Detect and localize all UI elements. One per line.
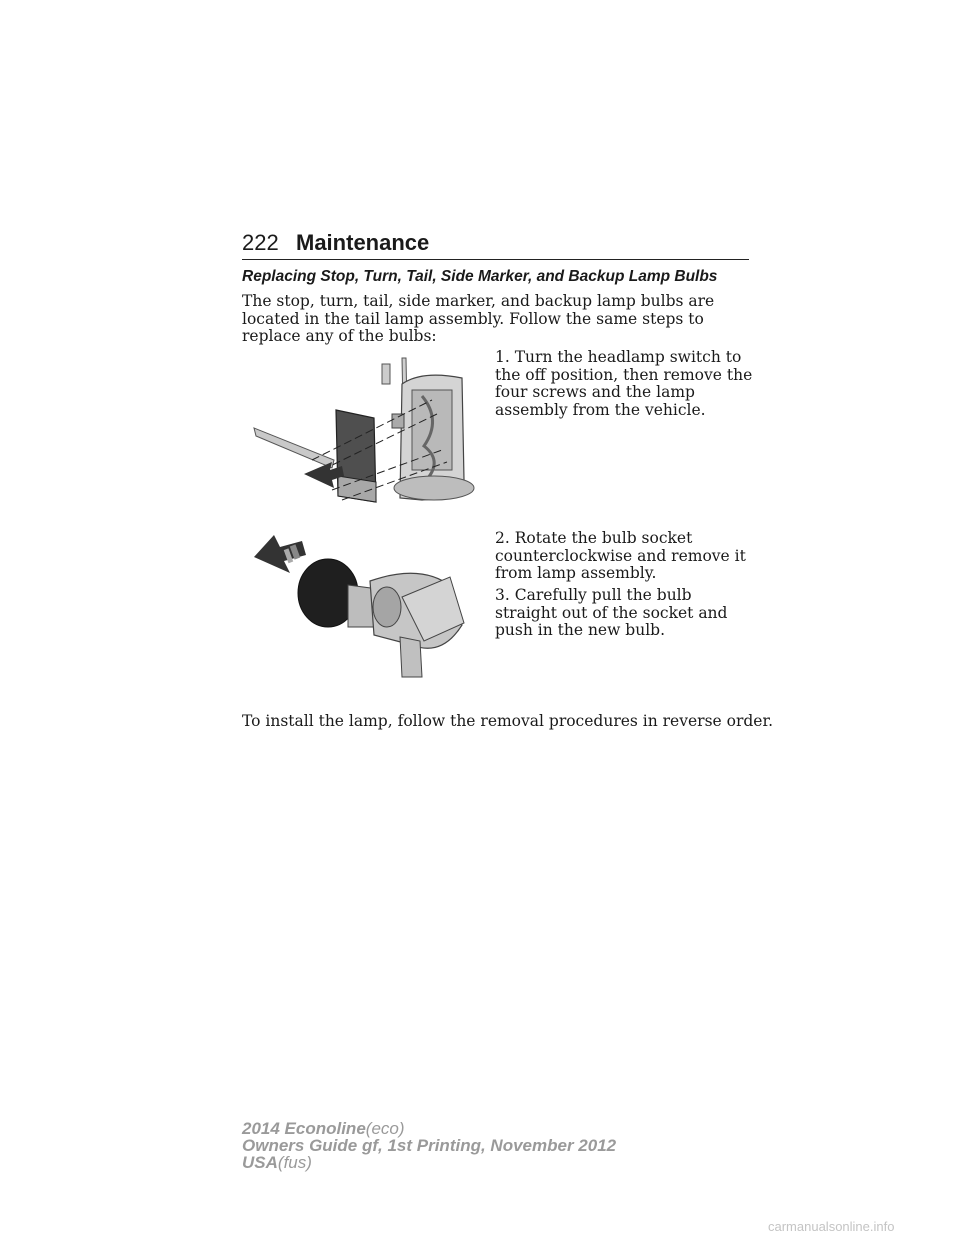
step-1: 1. Turn the headlamp switch to the off position, then remove the four screws and the lamp assembly from the vehicle. (495, 348, 753, 419)
bulb-socket-illustration (252, 527, 482, 683)
page-number: 222 (242, 230, 279, 255)
page-header (242, 230, 749, 262)
footer-line-3: USA(fus) (242, 1153, 312, 1172)
step-2: 2. Rotate the bulb socket counterclockwise and remove it from lamp assembly. (495, 529, 746, 583)
watermark: carmanualsonline.info (768, 1219, 895, 1234)
tail-lamp-removal-illustration (252, 350, 482, 518)
step-3: 3. Carefully pull the bulb straight out of the socket and push in the new bulb. (495, 586, 728, 640)
intro-paragraph: The stop, turn, tail, side marker, and backup lamp bulbs are located in the tail lamp assembly. Follow the same steps to replace any of the bulbs: (242, 292, 715, 346)
section-title: Maintenance (296, 230, 430, 255)
footer-line-1: 2014 Econoline(eco) (242, 1119, 405, 1138)
header-rule (242, 259, 749, 260)
procedure-title: Replacing Stop, Turn, Tail, Side Marker, and Backup Lamp Bulbs (242, 268, 718, 285)
footer (242, 1120, 616, 1171)
footer-line-2: Owners Guide gf, 1st Printing, November 2012 (242, 1136, 617, 1155)
closing-paragraph: To install the lamp, follow the removal procedures in reverse order. (242, 712, 774, 730)
